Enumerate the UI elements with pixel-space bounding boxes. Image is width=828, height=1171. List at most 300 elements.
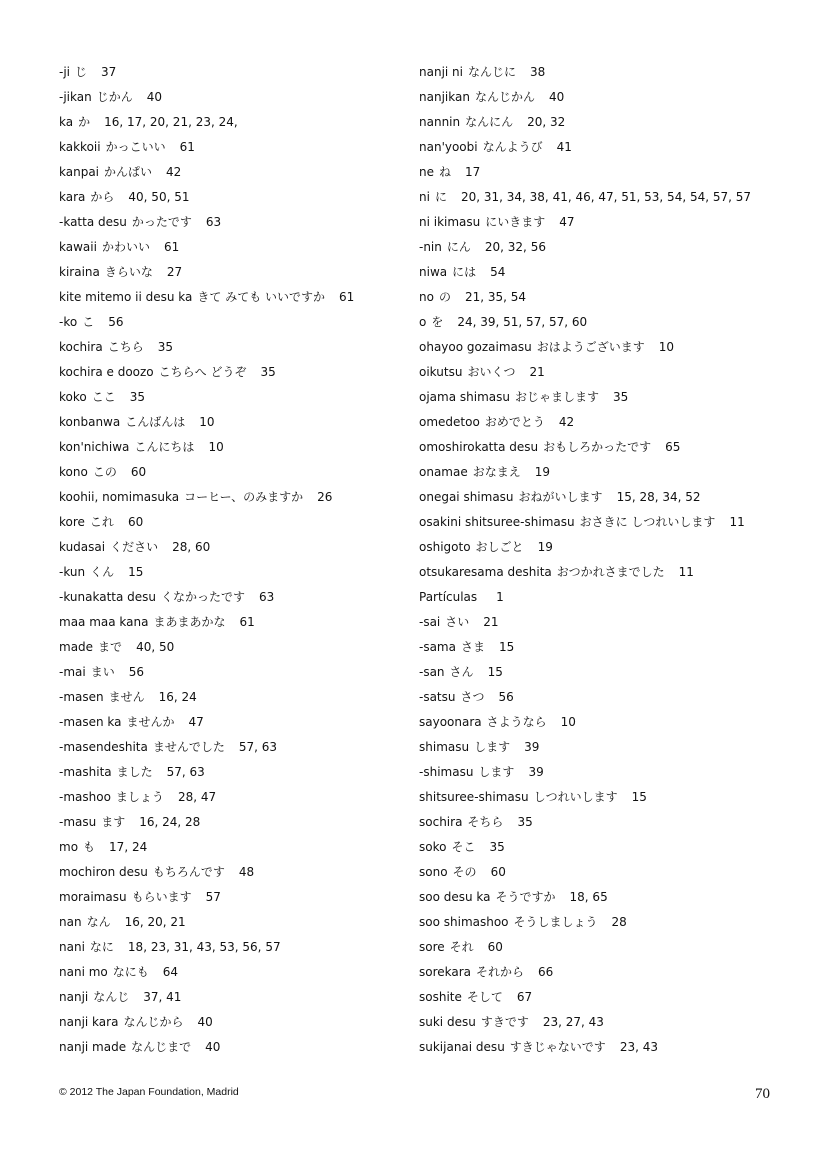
index-entry (419, 760, 789, 785)
entry-romaji: -sama (419, 640, 456, 654)
entry-pages: 54 (490, 265, 506, 279)
entry-pages: 56 (128, 665, 145, 679)
index-entry (59, 85, 404, 110)
entry-kana: じかん (96, 90, 133, 104)
entry-pages: 21 (529, 365, 545, 379)
entry-romaji: sono (419, 865, 448, 879)
entry-romaji: nan (59, 915, 82, 929)
entry-romaji: niwa (419, 265, 448, 279)
entry-romaji: koko (59, 390, 87, 404)
index-entry (419, 460, 789, 485)
entry-pages: 61 (339, 290, 355, 304)
entry-pages: 17 (465, 165, 481, 179)
entry-kana: に (434, 190, 447, 204)
entry-romaji: soo desu ka (419, 890, 491, 904)
entry-romaji: -san (419, 665, 445, 679)
index-entry (419, 610, 789, 635)
entry-romaji: nan'yoobi (419, 140, 478, 154)
index-entry (59, 410, 404, 435)
entry-pages: 20, 32, 56 (484, 240, 546, 254)
entry-kana: こちら (107, 340, 144, 354)
entry-pages: 16, 24, 28 (139, 815, 201, 829)
entry-pages: 40 (197, 1015, 213, 1029)
entry-romaji: mochiron desu (59, 865, 148, 879)
entry-pages: 27 (166, 265, 183, 279)
entry-kana: こ (82, 315, 95, 329)
index-entry (419, 710, 789, 735)
entry-pages: 15 (128, 565, 144, 579)
entry-kana: かんぱい (104, 165, 153, 179)
index-entry (419, 485, 789, 510)
index-entry (59, 1010, 404, 1035)
entry-kana: まで (98, 640, 123, 654)
entry-pages: 15 (631, 790, 647, 804)
copyright-footer: © 2012 The Japan Foundation, Madrid (59, 1086, 239, 1098)
index-entry (419, 360, 789, 385)
index-entry (59, 460, 404, 485)
entry-romaji: o (419, 315, 427, 329)
page-number: 70 (755, 1086, 770, 1102)
entry-kana: ませんでした (152, 740, 225, 754)
entry-romaji: kawaii (59, 240, 97, 254)
entry-pages: 40, 50 (136, 640, 175, 654)
index-entry (59, 985, 404, 1010)
entry-romaji: -masen ka (59, 715, 122, 729)
entry-pages: 37, 41 (143, 990, 182, 1004)
entry-kana: ませんか (126, 715, 175, 729)
entry-romaji: kanpai (59, 165, 100, 179)
index-entry (419, 810, 789, 835)
entry-pages: 16, 17, 20, 21, 23, 24, (104, 115, 238, 129)
entry-romaji: kite mitemo ii desu ka (59, 290, 193, 304)
index-entry (419, 985, 789, 1010)
index-entry (59, 60, 404, 85)
entry-kana: しつれいします (533, 790, 618, 804)
index-entry (419, 210, 789, 235)
entry-pages: 38 (530, 65, 546, 79)
index-entry (59, 310, 404, 335)
index-entry (419, 310, 789, 335)
index-entry (419, 510, 789, 535)
entry-romaji: kakkoii (59, 140, 101, 154)
entry-pages: 40, 50, 51 (128, 190, 190, 204)
entry-kana: さい (445, 615, 470, 629)
index-entry (59, 260, 404, 285)
entry-pages: 35 (489, 840, 505, 854)
index-entry (59, 685, 404, 710)
entry-romaji: kore (59, 515, 85, 529)
entry-romaji: soko (419, 840, 447, 854)
index-entry (59, 835, 404, 860)
index-entry (419, 385, 789, 410)
entry-kana: ません (108, 690, 145, 704)
entry-romaji: kon'nichiwa (59, 440, 130, 454)
entry-romaji: nanji ni (419, 65, 463, 79)
entry-romaji: -mai (59, 665, 86, 679)
entry-pages: 35 (613, 390, 629, 404)
entry-pages: 60 (130, 465, 147, 479)
entry-kana: くん (90, 565, 115, 579)
entry-romaji: soshite (419, 990, 462, 1004)
index-entry (59, 210, 404, 235)
entry-romaji: koohii, nomimasuka (59, 490, 180, 504)
entry-pages: 1 (496, 590, 504, 604)
entry-pages: 11 (678, 565, 694, 579)
entry-pages: 61 (239, 615, 255, 629)
entry-kana: この (92, 465, 117, 479)
entry-kana: さん (449, 665, 474, 679)
entry-kana: こんばんは (125, 415, 186, 429)
entry-pages: 23, 27, 43 (542, 1015, 604, 1029)
entry-romaji: -mashita (59, 765, 112, 779)
entry-pages: 41 (556, 140, 572, 154)
entry-romaji: sochira (419, 815, 463, 829)
entry-pages: 26 (317, 490, 333, 504)
entry-romaji: ni (419, 190, 430, 204)
index-entry (419, 860, 789, 885)
entry-kana: かったです (131, 215, 192, 229)
entry-pages: 57, 63 (238, 740, 278, 754)
entry-kana: おいくつ (467, 365, 516, 379)
index-entry (59, 435, 404, 460)
entry-kana: なにも (112, 965, 149, 979)
entry-romaji: no (419, 290, 434, 304)
entry-romaji: -ko (59, 315, 78, 329)
index-entry (419, 110, 789, 135)
entry-romaji: kara (59, 190, 86, 204)
entry-pages: 61 (179, 140, 195, 154)
entry-romaji: moraimasu (59, 890, 127, 904)
entry-romaji: nani mo (59, 965, 108, 979)
index-entry (59, 960, 404, 985)
entry-kana: おなまえ (472, 465, 521, 479)
index-entry (59, 485, 404, 510)
entry-romaji: -kunakatta desu (59, 590, 157, 604)
entry-kana: すきです (480, 1015, 529, 1029)
entry-romaji: nanji kara (59, 1015, 119, 1029)
entry-romaji: nannin (419, 115, 461, 129)
entry-kana: なんじから (123, 1015, 184, 1029)
index-entry (419, 960, 789, 985)
entry-pages: 67 (516, 990, 533, 1004)
entry-pages: 40 (548, 90, 565, 104)
entry-kana: もちろんです (152, 865, 225, 879)
index-entry (419, 935, 789, 960)
index-entry (59, 185, 404, 210)
entry-romaji: omedetoo (419, 415, 480, 429)
entry-pages: 10 (208, 440, 224, 454)
entry-pages: 11 (729, 515, 745, 529)
entry-romaji: nanji (59, 990, 89, 1004)
entry-romaji: shimasu (419, 740, 470, 754)
entry-romaji: -shimasu (419, 765, 474, 779)
entry-romaji: mo (59, 840, 79, 854)
entry-romaji: made (59, 640, 94, 654)
entry-pages: 10 (560, 715, 576, 729)
entry-kana: にいきます (485, 215, 546, 229)
entry-romaji: ne (419, 165, 434, 179)
index-entry (59, 110, 404, 135)
entry-romaji: shitsuree-shimasu (419, 790, 529, 804)
entry-pages: 40 (146, 90, 162, 104)
entry-pages: 20, 32 (527, 115, 566, 129)
entry-kana: さつ (460, 690, 485, 704)
entry-kana: も (83, 840, 96, 854)
entry-kana: きらいな (104, 265, 153, 279)
entry-romaji: -kun (59, 565, 86, 579)
index-entry (419, 560, 789, 585)
entry-romaji: ka (59, 115, 74, 129)
entry-kana: こんにちは (134, 440, 195, 454)
index-entry (419, 585, 789, 610)
index-column-left (59, 60, 404, 1060)
index-entry (59, 785, 404, 810)
entry-pages: 47 (188, 715, 204, 729)
entry-kana: もらいます (131, 890, 192, 904)
entry-romaji: Partículas (419, 590, 478, 604)
entry-romaji: otsukaresama deshita (419, 565, 552, 579)
entry-kana: なんじまで (131, 1040, 192, 1054)
entry-romaji: nani (59, 940, 85, 954)
entry-pages: 28 (611, 915, 627, 929)
entry-kana: ましょう (115, 790, 164, 804)
index-entry (59, 635, 404, 660)
entry-romaji: sukijanai desu (419, 1040, 505, 1054)
entry-kana: それ (449, 940, 474, 954)
entry-kana: おさきに しつれいします (579, 515, 716, 529)
entry-kana: なんにん (465, 115, 514, 129)
entry-kana: ました (116, 765, 153, 779)
entry-romaji: onamae (419, 465, 468, 479)
entry-pages: 60 (490, 865, 506, 879)
entry-kana: なに (89, 940, 114, 954)
index-entry (419, 235, 789, 260)
entry-kana: なんようび (482, 140, 543, 154)
entry-pages: 39 (528, 765, 544, 779)
entry-kana: なんじ (93, 990, 130, 1004)
entry-romaji: kochira (59, 340, 103, 354)
index-entry (419, 285, 789, 310)
entry-romaji: maa maa kana (59, 615, 149, 629)
entry-pages: 61 (163, 240, 180, 254)
entry-romaji: nanjikan (419, 90, 470, 104)
index-entry (59, 935, 404, 960)
index-entry (419, 260, 789, 285)
entry-kana: かっこいい (105, 140, 166, 154)
entry-pages: 20, 31, 34, 38, 41, 46, 47, 51, 53, 54, 54, 57, 57 (460, 190, 752, 204)
entry-kana: そこ (451, 840, 476, 854)
entry-romaji: omoshirokatta desu (419, 440, 539, 454)
entry-romaji: nanji made (59, 1040, 127, 1054)
entry-pages: 47 (559, 215, 575, 229)
index-entry (419, 85, 789, 110)
entry-kana: まあまあかな (153, 615, 226, 629)
entry-pages: 60 (127, 515, 144, 529)
index-entry (59, 235, 404, 260)
entry-romaji: kiraina (59, 265, 100, 279)
entry-kana: なんじかん (474, 90, 535, 104)
entry-romaji: sore (419, 940, 445, 954)
entry-romaji: sorekara (419, 965, 472, 979)
entry-kana: します (478, 765, 515, 779)
entry-pages: 65 (665, 440, 681, 454)
entry-kana: ね (439, 165, 452, 179)
entry-pages: 40 (205, 1040, 221, 1054)
index-entry (419, 160, 789, 185)
index-entry (419, 1035, 789, 1060)
index-entry (59, 160, 404, 185)
index-entry (419, 185, 789, 210)
entry-kana: を (431, 315, 444, 329)
entry-kana: おねがいします (518, 490, 603, 504)
entry-romaji: -masendeshita (59, 740, 148, 754)
entry-pages: 63 (205, 215, 222, 229)
entry-kana: します (474, 740, 511, 754)
entry-romaji: konbanwa (59, 415, 121, 429)
entry-pages: 28, 60 (172, 540, 211, 554)
entry-romaji: ojama shimasu (419, 390, 510, 404)
entry-kana: その (452, 865, 477, 879)
entry-pages: 19 (537, 540, 553, 554)
index-entry (419, 1010, 789, 1035)
entry-pages: 10 (658, 340, 675, 354)
index-entry (59, 535, 404, 560)
entry-kana: ここ (91, 390, 116, 404)
entry-romaji: -masen (59, 690, 104, 704)
entry-romaji: ni ikimasu (419, 215, 481, 229)
index-entry (59, 710, 404, 735)
entry-romaji: -masu (59, 815, 97, 829)
entry-kana: じ (75, 65, 88, 79)
entry-pages: 63 (259, 590, 275, 604)
entry-kana: それから (476, 965, 525, 979)
entry-pages: 15 (499, 640, 515, 654)
index-entry (59, 135, 404, 160)
index-entry (419, 335, 789, 360)
index-column-right (419, 60, 789, 1060)
index-entry (419, 135, 789, 160)
entry-romaji: kudasai (59, 540, 106, 554)
entry-romaji: onegai shimasu (419, 490, 514, 504)
entry-pages: 56 (498, 690, 514, 704)
index-entry (59, 335, 404, 360)
index-entry (59, 385, 404, 410)
entry-romaji: -sai (419, 615, 441, 629)
entry-pages: 15 (487, 665, 503, 679)
entry-romaji: -jikan (59, 90, 92, 104)
entry-pages: 19 (534, 465, 551, 479)
entry-romaji: -nin (419, 240, 442, 254)
entry-pages: 39 (524, 740, 540, 754)
entry-kana: そうしましょう (513, 915, 598, 929)
index-entry (419, 535, 789, 560)
index-entry (59, 585, 404, 610)
entry-pages: 57 (205, 890, 221, 904)
index-entry (59, 910, 404, 935)
index-entry (59, 860, 404, 885)
entry-kana: ください (110, 540, 159, 554)
entry-kana: そうですか (495, 890, 556, 904)
entry-pages: 35 (129, 390, 146, 404)
index-entry (59, 810, 404, 835)
entry-pages: 42 (558, 415, 575, 429)
entry-pages: 16, 20, 21 (124, 915, 186, 929)
entry-pages: 18, 65 (569, 890, 608, 904)
entry-kana: なん (86, 915, 111, 929)
entry-pages: 37 (101, 65, 117, 79)
entry-kana: コーヒー、のみますか (184, 490, 304, 504)
entry-pages: 64 (162, 965, 179, 979)
entry-romaji: -ji (59, 65, 70, 79)
entry-romaji: -katta desu (59, 215, 127, 229)
index-entry (419, 835, 789, 860)
entry-kana: そちら (467, 815, 504, 829)
entry-romaji: kochira e doozo (59, 365, 154, 379)
index-entry (59, 285, 404, 310)
entry-kana: まい (90, 665, 115, 679)
index-entry (59, 735, 404, 760)
index-entry (419, 435, 789, 460)
entry-pages: 23, 43 (619, 1040, 658, 1054)
entry-pages: 17, 24 (109, 840, 148, 854)
entry-pages: 56 (108, 315, 124, 329)
entry-kana: には (452, 265, 477, 279)
entry-kana: そして (466, 990, 503, 1004)
entry-kana: すきじゃないです (509, 1040, 606, 1054)
entry-kana: くなかったです (161, 590, 246, 604)
entry-pages: 35 (517, 815, 533, 829)
entry-romaji: oikutsu (419, 365, 463, 379)
entry-kana: おめでとう (484, 415, 545, 429)
entry-kana: おもしろかったです (543, 440, 652, 454)
index-entry (59, 760, 404, 785)
index-entry (419, 410, 789, 435)
entry-kana: おしごと (475, 540, 524, 554)
entry-kana: さま (460, 640, 485, 654)
entry-kana: か (78, 115, 91, 129)
entry-romaji: kono (59, 465, 88, 479)
entry-kana: ます (101, 815, 126, 829)
entry-pages: 28, 47 (177, 790, 217, 804)
entry-pages: 35 (260, 365, 276, 379)
entry-romaji: -satsu (419, 690, 456, 704)
index-entry (419, 910, 789, 935)
entry-pages: 15, 28, 34, 52 (616, 490, 701, 504)
entry-kana: おつかれさまでした (556, 565, 665, 579)
entry-romaji: suki desu (419, 1015, 476, 1029)
entry-pages: 35 (157, 340, 173, 354)
index-entry (59, 1035, 404, 1060)
entry-kana: これ (89, 515, 114, 529)
entry-kana: こちらへ どうぞ (158, 365, 247, 379)
entry-romaji: osakini shitsuree-shimasu (419, 515, 575, 529)
entry-kana: きて みても いいですか (197, 290, 326, 304)
entry-kana: かわいい (101, 240, 150, 254)
entry-romaji: oshigoto (419, 540, 471, 554)
entry-kana: さようなら (486, 715, 547, 729)
entry-kana: おじゃまします (514, 390, 599, 404)
entry-pages: 48 (238, 865, 255, 879)
index-entry (419, 60, 789, 85)
index-entry (59, 360, 404, 385)
index-entry (59, 660, 404, 685)
entry-romaji: soo shimashoo (419, 915, 509, 929)
entry-pages: 10 (199, 415, 215, 429)
index-entry (419, 885, 789, 910)
entry-pages: 18, 23, 31, 43, 53, 56, 57 (127, 940, 281, 954)
entry-kana: なんじに (468, 65, 517, 79)
entry-kana: おはようございます (536, 340, 645, 354)
